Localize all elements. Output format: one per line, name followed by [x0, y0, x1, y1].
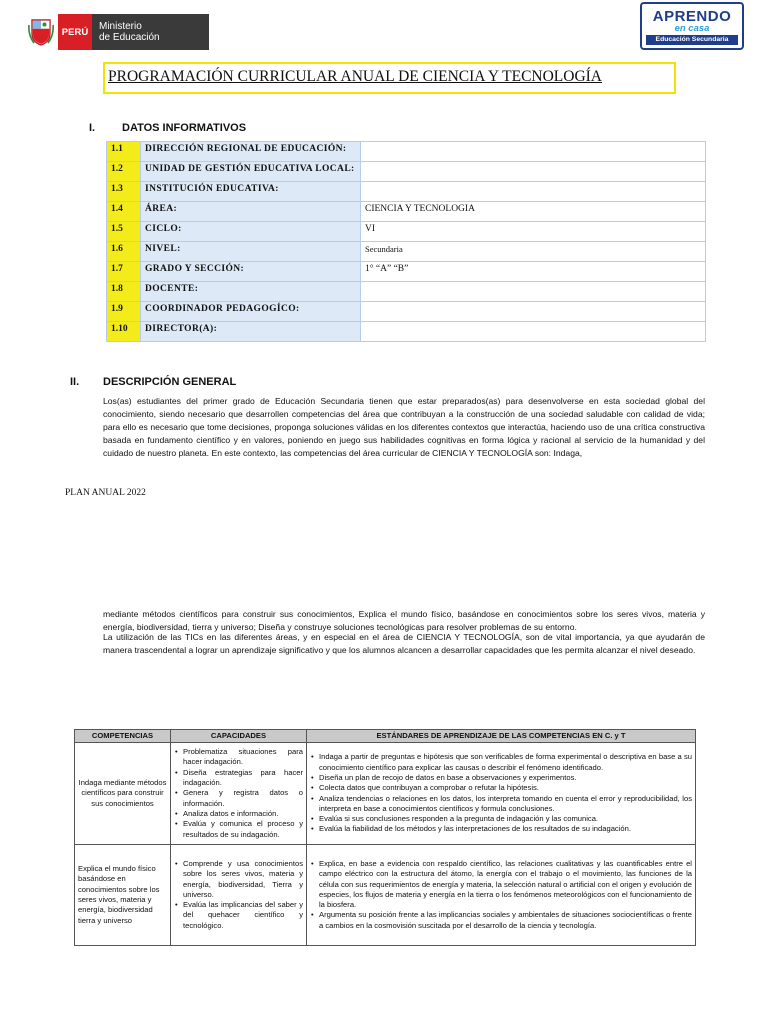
- list-item: • Evalúa y comunica el proceso y resultados de su indagación.: [174, 819, 303, 840]
- aprendo-sub: en casa: [674, 23, 710, 34]
- info-row-number: 1.1: [107, 142, 141, 162]
- list-item: • Explica, en base a evidencia con respaldo científico, las relaciones cualitativas y las cuantificables entre el campo eléctrico con la estructura del átomo, la energía con el trabajo o el movimiento, las funciones de la célula con sus requerimientos de energía y materia, la selección natural o artificial con el origen y evolución de especies, los flujos de materia y energía en la tierra o los fenómenos meteorológicos con el funcionamiento de la biosfera.: [310, 859, 692, 910]
- info-row-value: [361, 182, 706, 202]
- description-paragraph-1: Los(as) estudiantes del primer grado de Educación Secundaria tienen que estar preparados(as) para desenvolverse en esta sociedad global del conocimiento, siendo necesario que desarrollen competencias del área que contribuyan a la construcción de una sociedad saludable con calidad de vida; para ello es necesario que tome decisiones, proponga soluciones válidas en los diferentes contextos que interactúa, haciendo uso de una crítica constructiva basada en fundamento científico y en valores, poniendo en juego sus habilidades cognitivas en forma lógica y racional al servicio de la humanidad y del cuidado de nuestro planeta. En este contexto, las competencias del área curricular de CIENCIA Y TECNOLOGÍA son: Indaga,: [103, 396, 705, 458]
- aprendo-band: Educación Secundaria: [646, 35, 738, 45]
- header-competencias: COMPETENCIAS: [75, 730, 171, 743]
- document-title: PROGRAMACIÓN CURRICULAR ANUAL DE CIENCIA Y TECNOLOGÍA: [103, 62, 676, 94]
- info-row: [107, 222, 706, 242]
- header-estandares: ESTÁNDARES DE APRENDIZAJE DE LAS COMPETENCIAS EN C. y T: [307, 730, 696, 743]
- list-item: • Diseña un plan de recojo de datos en base a observaciones y experimentos.: [310, 773, 692, 783]
- estandares-cell: [307, 743, 696, 845]
- info-row-value: VI: [361, 222, 706, 242]
- info-row: [107, 322, 706, 342]
- capacidades-cell: [171, 845, 307, 946]
- coat-of-arms-icon: [24, 14, 58, 50]
- info-row-number: 1.9: [107, 302, 141, 322]
- info-row: [107, 242, 706, 262]
- info-row-number: 1.10: [107, 322, 141, 342]
- info-row-value: Secundaria: [361, 242, 706, 262]
- list-item: • Diseña estrategias para hacer indagación.: [174, 768, 303, 789]
- table-row: [75, 743, 696, 845]
- ministry-name: [92, 14, 209, 50]
- info-row-number: 1.8: [107, 282, 141, 302]
- info-row: [107, 162, 706, 182]
- plan-anual-label: PLAN ANUAL 2022: [65, 488, 146, 498]
- info-row-value: [361, 322, 706, 342]
- info-row-value: [361, 142, 706, 162]
- list-item: • Colecta datos que contribuyan a comprobar o refutar la hipótesis.: [310, 783, 692, 793]
- info-row: [107, 142, 706, 162]
- description-paragraph-3: La utilización de las TICs en las diferentes áreas, y en especial en el área de CIENCIA Y TECNOLOGÍA, son de vital importancia, ya que ayudarán de manera trascendental a lograr un aprendizaje significativo y que los alumnos alcancen a desarrollar capacidades que les permita alcanzar el nivel deseado.: [103, 632, 705, 655]
- section1-title: DATOS INFORMATIVOS: [122, 122, 247, 134]
- list-item: • Evalúa la fiabilidad de los métodos y las interpretaciones de los resultados de su indagación.: [310, 824, 692, 834]
- info-row-value: [361, 162, 706, 182]
- info-row-number: 1.6: [107, 242, 141, 262]
- section2-number: II.: [70, 376, 80, 388]
- section1-number: I.: [89, 122, 96, 134]
- aprendo-en-casa-logo: [640, 2, 744, 50]
- info-row: [107, 202, 706, 222]
- info-row-value: CIENCIA Y TECNOLOGIA: [361, 202, 706, 222]
- info-row-label: UNIDAD DE GESTIÓN EDUCATIVA LOCAL:: [141, 162, 361, 182]
- list-item: • Genera y registra datos o información.: [174, 788, 303, 809]
- list-item: • Evalúa si sus conclusiones responden a la pregunta de indagación y las comunica.: [310, 814, 692, 824]
- info-row-value: 1° “A” “B”: [361, 262, 706, 282]
- section2-title: DESCRIPCIÓN GENERAL: [103, 376, 237, 388]
- competencies-table: [74, 729, 696, 946]
- peru-ministry-logo: [24, 14, 209, 50]
- info-row-label: ÁREA:: [141, 202, 361, 222]
- list-item: • Argumenta su posición frente a las implicancias sociales y ambientales de situaciones sociocientíficas o frente a cambios en la cosmovisión suscitada por el desarrollo de la ciencia y tecnología.: [310, 910, 692, 931]
- info-row: [107, 182, 706, 202]
- info-row-label: DIRECCIÓN REGIONAL DE EDUCACIÓN:: [141, 142, 361, 162]
- list-item: • Evalúa las implicancias del saber y del quehacer científico y tecnológico.: [174, 900, 303, 931]
- datos-informativos-table: [106, 141, 706, 342]
- info-row-label: DOCENTE:: [141, 282, 361, 302]
- peru-label: PERÚ: [58, 14, 92, 50]
- ministry-line1: Ministerio: [99, 21, 142, 32]
- list-item: • Analiza tendencias o relaciones en los datos, los interpreta tomando en cuenta el error y reproducibilidad, los interpreta en base a conocimientos científicos y formula conclusiones.: [310, 794, 692, 815]
- info-row-label: CICLO:: [141, 222, 361, 242]
- capacidades-cell: [171, 743, 307, 845]
- info-row-number: 1.5: [107, 222, 141, 242]
- info-row-value: [361, 282, 706, 302]
- competencia-cell: Indaga mediante métodos científicos para construir sus conocimientos: [75, 743, 171, 845]
- list-item: • Indaga a partir de preguntas e hipótesis que son verificables de forma experimental o descriptiva en base a su conocimiento científico para explicar las causas o describir el fenómeno identificado.: [310, 752, 692, 773]
- info-row-number: 1.4: [107, 202, 141, 222]
- list-item: • Problematiza situaciones para hacer indagación.: [174, 747, 303, 768]
- list-item: • Comprende y usa conocimientos sobre los seres vivos, materia y energía, biodiversidad, Tierra y universo.: [174, 859, 303, 900]
- info-row-label: INSTITUCIÓN EDUCATIVA:: [141, 182, 361, 202]
- info-row: [107, 302, 706, 322]
- info-row: [107, 262, 706, 282]
- info-row-label: NIVEL:: [141, 242, 361, 262]
- info-row-number: 1.3: [107, 182, 141, 202]
- competencia-cell: Explica el mundo físico basándose en conocimientos sobre los seres vivos, materia y energía, biodiversidad tierra y universo: [75, 845, 171, 946]
- info-row-label: COORDINADOR PEDAGOGÍCO:: [141, 302, 361, 322]
- header-capacidades: CAPACIDADES: [171, 730, 307, 743]
- table-row: [75, 845, 696, 946]
- info-row-value: [361, 302, 706, 322]
- list-item: • Analiza datos e información.: [174, 809, 303, 819]
- estandares-cell: [307, 845, 696, 946]
- ministry-line2: de Educación: [99, 32, 160, 43]
- aprendo-title: APRENDO: [652, 8, 732, 25]
- info-row: [107, 282, 706, 302]
- info-row-label: GRADO Y SECCIÓN:: [141, 262, 361, 282]
- info-row-number: 1.2: [107, 162, 141, 182]
- info-row-number: 1.7: [107, 262, 141, 282]
- info-row-label: DIRECTOR(A):: [141, 322, 361, 342]
- description-paragraph-2: mediante métodos científicos para construir sus conocimientos, Explica el mundo físico, basándose en conocimientos sobre los seres vivos, materia y energía, biodiversidad, tierra y universo; Diseña y construye soluciones tecnológicas para resolver problemas de su entorno.: [103, 609, 705, 632]
